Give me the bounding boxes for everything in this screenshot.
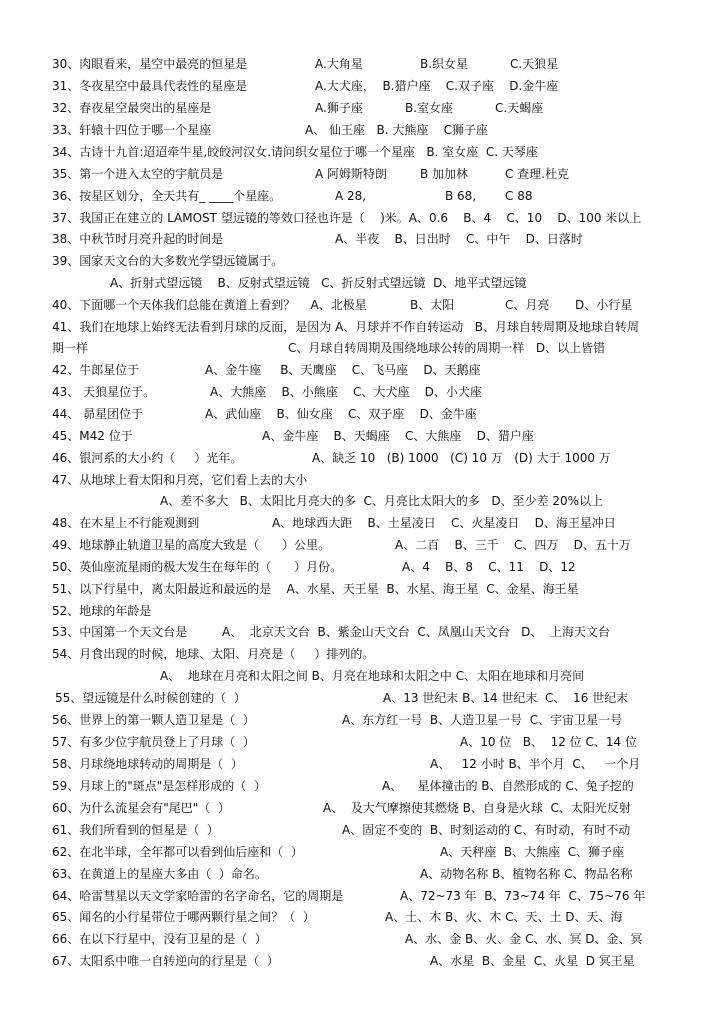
answer-option: A、东方红一号 B、人造卫星一号 C、宇宙卫星一号 — [342, 713, 623, 727]
question-text: 31、冬夜星空中最具代表性的星座是 — [52, 79, 248, 93]
answer-option: A、 星体撞击的 B、自然形成的 C、兔子挖的 — [382, 779, 634, 793]
question-text: 54、月食出现的时候，地球、太阳、月亮是（ ）排列的。 — [52, 647, 375, 661]
question-text: 33、轩辕十四位于哪一个星座 — [52, 123, 212, 137]
question-text: 49、地球静止轨道卫星的高度大致是（ ）公里。 — [52, 538, 331, 552]
question-text: 52、地球的年龄是 — [52, 604, 152, 618]
question-line — [0, 469, 720, 491]
answer-option: A 阿姆斯特朗 — [315, 167, 388, 181]
question-line — [0, 709, 720, 731]
question-line — [0, 906, 720, 928]
answer-option: A、大熊座 B、小熊座 C、大犬座 D、小犬座 — [210, 385, 482, 399]
answer-option: A、天秤座 B、大熊座 C、狮子座 — [440, 845, 625, 859]
question-text: 47、从地球上看太阳和月亮，它们看上去的大小 — [52, 473, 308, 487]
answer-option: A、4 B、8 C、11 D、12 — [402, 560, 576, 574]
question-text: 42、牛郎星位于 — [52, 363, 140, 377]
question-line — [0, 425, 720, 447]
question-line — [0, 381, 720, 403]
question-line — [0, 185, 720, 207]
question-text: 36、按星区划分，全天共有_ ____个星座。 — [52, 189, 282, 203]
question-line — [0, 775, 720, 797]
question-line — [0, 665, 720, 687]
question-text: A、折射式望远镜 B、反射式望远镜 C、折反射式望远镜 D、地平式望远镜 — [110, 276, 527, 290]
question-line — [0, 621, 720, 643]
answer-option: A、水、金 B、火、金 C、水、冥 D、金、冥 — [405, 932, 643, 946]
answer-option: A.大犬座， B.猎户座 C.双子座 D.金牛座 — [315, 79, 559, 93]
question-line — [0, 119, 720, 141]
answer-option: A、缺乏 10 (B) 1000 (C) 10 万 (D) 大于 1000 万 — [312, 451, 611, 465]
question-line — [0, 928, 720, 950]
answer-option: B 68, — [445, 189, 477, 203]
question-line — [0, 53, 720, 75]
answer-option: A、13 世纪末 B、14 世纪末 C、 16 世纪末 — [383, 691, 629, 705]
question-text: 63、在黄道上的星座大多由（ ）命名。 — [52, 867, 267, 881]
answer-option: A、金牛座 B、天鹰座 C、飞马座 D、天鹅座 — [205, 363, 481, 377]
question-line — [0, 687, 720, 709]
question-line — [0, 447, 720, 469]
question-text: A、 地球在月亮和太阳之间 B、月亮在地球和太阳之中 C、太阳在地球和月亮间 — [160, 669, 585, 683]
question-line — [0, 228, 720, 250]
question-line — [0, 512, 720, 534]
question-text: 39、国家天文台的大多数光学望远镜属于。 — [52, 254, 284, 268]
question-line — [0, 797, 720, 819]
question-line — [0, 863, 720, 885]
question-line — [0, 207, 720, 229]
question-text: 46、银河系的大小约（ ）光年。 — [52, 451, 243, 465]
question-line — [0, 97, 720, 119]
answer-option: B.织女星 — [420, 57, 469, 71]
answer-option: A、土、木 B、火、木 C、天、土 D、天、海 — [385, 910, 623, 924]
answer-option: A、 北京天文台 B、紫金山天文台 C、凤凰山天文台 D、 上海天文台 — [222, 625, 611, 639]
answer-option: B、太阳 — [410, 298, 455, 312]
answer-option: C.天狼星 — [510, 57, 559, 71]
question-text: 53、中国第一个天文台是 — [52, 625, 188, 639]
question-line — [0, 643, 720, 665]
question-line — [0, 841, 720, 863]
question-text: 59、月球上的"斑点"是怎样形成的（ ） — [52, 779, 266, 793]
question-text: 40、下面哪一个天体我们总能在黄道上看到？ A、北极星 — [52, 298, 367, 312]
answer-option: B.室女座 — [405, 101, 454, 115]
answer-option: A、动物名称 B、植物名称 C、物品名称 — [420, 867, 633, 881]
answer-option: A、金牛座 B、天蝎座 C、大熊座 D、猎户座 — [262, 429, 534, 443]
answer-option: C 88 — [505, 189, 533, 203]
question-line — [0, 272, 720, 294]
question-line — [0, 885, 720, 907]
question-text: 30、肉眼看来，星空中最亮的恒星是 — [52, 57, 248, 71]
answer-option: A、 及大气摩擦使其燃烧 B、自身是火球 C、太阳光反射 — [323, 801, 631, 815]
answer-option: A、10 位 B、 12 位 C、14 位 — [460, 735, 637, 749]
question-line — [0, 819, 720, 841]
question-text: 56、世界上的第一颗人造卫星是（ ） — [52, 713, 255, 727]
question-text: 37、我国正在建立的 LAMOST 望远镜的等效口径也许是（ )米。A、0.6 B、4 C、10 D、100 米以上 — [52, 211, 642, 225]
question-text: 66、在以下行星中，没有卫星的是（ ） — [52, 932, 267, 946]
answer-option: A.狮子座 — [315, 101, 363, 115]
question-text: A、差不多大 B、太阳比月亮大的多 C、月亮比太阳大的多 D、至少差 20%以上 — [160, 494, 604, 508]
question-text: 55、望远镜是什么时候创建的（ ） — [55, 691, 246, 705]
question-text: 35、第一个进入太空的宇航员是 — [52, 167, 224, 181]
question-text: 67、太阳系中唯一自转逆向的行星是（ ） — [52, 954, 279, 968]
question-line — [0, 337, 720, 359]
question-text: 50、英仙座流星雨的极大发生在每年的（ ）月份。 — [52, 560, 343, 574]
question-text: 34、古诗十九首:迢迢牵牛星,皎皎河汉女.请问织女星位于哪一个星座 B. 室女座 C. 天琴座 — [52, 145, 538, 159]
answer-option: A、地球西大距 B、土星凌日 C、火星凌日 D、海王星冲日 — [272, 516, 616, 530]
question-text: 48、在木星上不行能观测到 — [52, 516, 200, 530]
question-line — [0, 316, 720, 338]
answer-option: A、二百 B、三千 C、四万 D、五十万 — [395, 538, 631, 552]
answer-option: C、月球自转周期及围绕地球公转的周期一样 D、以上皆错 — [288, 341, 606, 355]
answer-option: A 28, — [335, 189, 367, 203]
answer-option: B 加加林 — [420, 167, 469, 181]
question-text: 61、我们所看到的恒星是（ ） — [52, 823, 219, 837]
question-text: 57、有多少位宇航员登上了月球（ ） — [52, 735, 255, 749]
answer-option: A、固定不变的 B、时刻运动的 C、有时动，有时不动 — [342, 823, 631, 837]
question-text: 32、春夜星空最突出的星座是 — [52, 101, 212, 115]
question-text: 65、闻名的小行星带位于哪两颗行星之间？（ ） — [52, 910, 315, 924]
question-text: 期一样 — [52, 341, 89, 355]
question-line — [0, 75, 720, 97]
question-text: 44、 昴星团位于 — [52, 407, 144, 421]
answer-option: A、武仙座 B、仙女座 C、双子座 D、金牛座 — [205, 407, 477, 421]
answer-option: A.大角星 — [315, 57, 363, 71]
question-text: 41、我们在地球上始终无法看到月球的反面，是因为 A、月球并不作自转运动 B、月球自转周期及地球自转周 — [52, 320, 639, 334]
question-line — [0, 753, 720, 775]
question-line — [0, 250, 720, 272]
question-text: 58、月球绕地球转动的周期是（ ） — [52, 757, 243, 771]
answer-option: A、 仙王座 B. 大熊座 C狮子座 — [305, 123, 488, 137]
question-line — [0, 534, 720, 556]
question-line — [0, 490, 720, 512]
answer-option: A、水星 B、金星 C、火星 D 冥王星 — [430, 954, 635, 968]
answer-option: C.天蝎座 — [495, 101, 544, 115]
answer-option: A、半夜 B、日出时 C、中午 D、日落时 — [335, 232, 583, 246]
question-text: 60、为什么流星会有"尾巴"（ ） — [52, 801, 230, 815]
question-line — [0, 359, 720, 381]
question-line — [0, 600, 720, 622]
question-line — [0, 141, 720, 163]
question-text: 45、M42 位于 — [52, 429, 133, 443]
answer-option: C 查理.杜克 — [505, 167, 570, 181]
answer-option: A、72~73 年 B、73~74 年 C、75~76 年 — [400, 889, 646, 903]
question-line — [0, 950, 720, 972]
question-line — [0, 556, 720, 578]
question-text: 38、中秋节时月亮升起的时间是 — [52, 232, 224, 246]
question-line — [0, 403, 720, 425]
question-text: 43、 天狼星位于。 — [52, 385, 156, 399]
answer-option: D、小行星 — [575, 298, 633, 312]
answer-option: C、月亮 — [505, 298, 550, 312]
question-line — [0, 163, 720, 185]
question-text: 51、以下行星中，离太阳最近和最远的是 A、水星、天王星 B、水星、海王星 C、金星、海王星 — [52, 582, 579, 596]
question-line — [0, 731, 720, 753]
question-text: 64、哈雷彗星以天文学家哈雷的名字命名，它的周期是 — [52, 889, 344, 903]
answer-option: A、 12 小时 B、半个月 C、 一个月 — [430, 757, 641, 771]
question-line — [0, 294, 720, 316]
question-line — [0, 578, 720, 600]
question-text: 62、在北半球，全年都可以看到仙后座和（ ） — [52, 845, 303, 859]
